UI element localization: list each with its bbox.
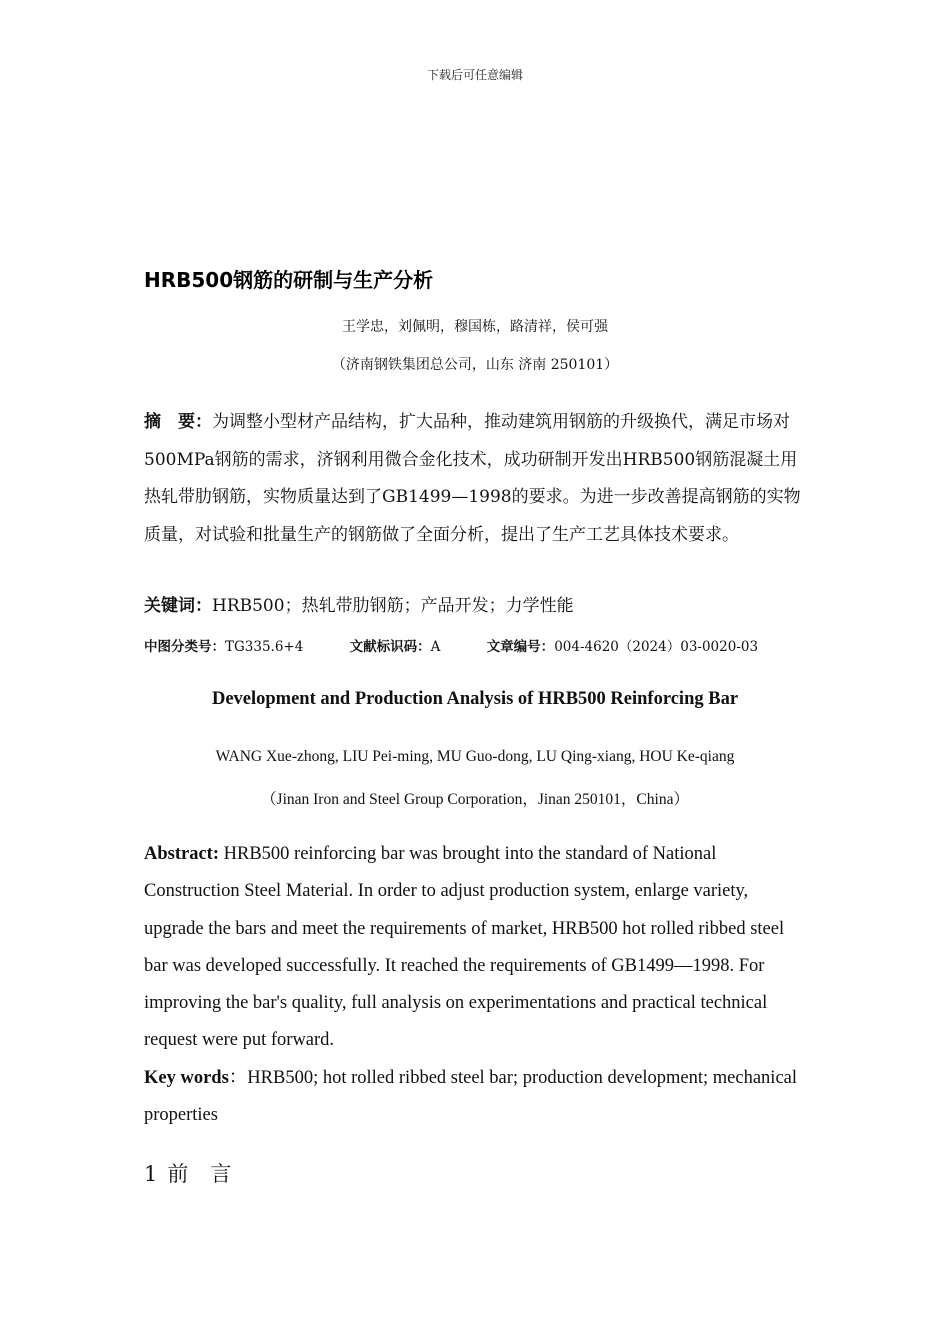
affiliation-cn: （济南钢铁集团总公司，山东 济南 250101）: [331, 357, 619, 373]
keywords-cn-text: HRB500；热轧带肋钢筋；产品开发；力学性能: [212, 596, 574, 616]
classification-clc: [144, 635, 303, 655]
abstract-cn-text: 为调整小型材产品结构，扩大品种，推动建筑用钢筋的升级换代，满足市场对500MPa钢筋的需求，济钢利用微合金化技术，成功研制开发出HRB500钢筋混凝土用热轧带肋钢筋，实物质量达到了GB1499—1998的要求。为进一步改善提高钢筋的实物质量，对试验和批量生产的钢筋做了全面分析，提出了生产工艺具体技术要求。: [144, 412, 801, 545]
classification-article-id-value: 004-4620（2024）03-0020-03: [554, 639, 759, 655]
paper-title-cn: HRB500钢筋的研制与生产分析: [144, 268, 434, 292]
section-heading-introduction: [144, 1158, 253, 1188]
header-note: 下载后可任意编辑: [426, 68, 523, 82]
classification-doc-code-value: A: [430, 639, 441, 655]
abstract-cn: [144, 404, 810, 554]
classification-article-id: [487, 635, 758, 655]
classification-clc-value: TG335.6+4: [225, 639, 304, 655]
keywords-en: [144, 1060, 812, 1135]
section-number: 1: [144, 1162, 158, 1186]
keywords-en-text: ：HRB500; hot rolled ribbed steel bar; production development; mechanical properties: [144, 1068, 798, 1126]
paper-title-en: Development and Production Analysis of HRB500 Reinforcing Bar: [211, 689, 739, 709]
authors-cn: 王学忠，刘佩明，穆国栋，路清祥，侯可强: [342, 319, 608, 335]
classification-clc-label: 中图分类号：: [144, 639, 225, 655]
abstract-en-label: Abstract:: [144, 844, 220, 864]
abstract-cn-label: 摘 要：: [144, 412, 212, 432]
keywords-cn: [144, 591, 810, 621]
affiliation-en: （Jinan Iron and Steel Group Corporation，Jinan 250101，China）: [261, 791, 689, 808]
section-title: 前言: [167, 1162, 254, 1186]
classification-article-id-label: 文章编号：: [486, 639, 555, 655]
abstract-en-text: HRB500 reinforcing bar was brought into the standard of National Construction Steel Material. In order to adjust production system, enlarge variety, upgrade the bars and meet the requirements of market, HRB500 hot rolled ribbed steel bar was developed successfully. It reached the requirements of GB1499—1998. For improving the bar's quality, full analysis on experimentations and practical technical request were put forward.: [144, 844, 785, 1051]
classification-row: [144, 635, 758, 655]
keywords-en-label: Key words: [144, 1068, 229, 1088]
classification-doc-code-label: 文献标识码：: [349, 639, 431, 655]
authors-en: WANG Xue-zhong, LIU Pei-ming, MU Guo-dong, LU Qing-xiang, HOU Ke-qiang: [215, 748, 735, 765]
abstract-en: [144, 836, 812, 1060]
keywords-cn-label: 关键词：: [144, 596, 212, 616]
classification-doc-code: [350, 635, 441, 655]
